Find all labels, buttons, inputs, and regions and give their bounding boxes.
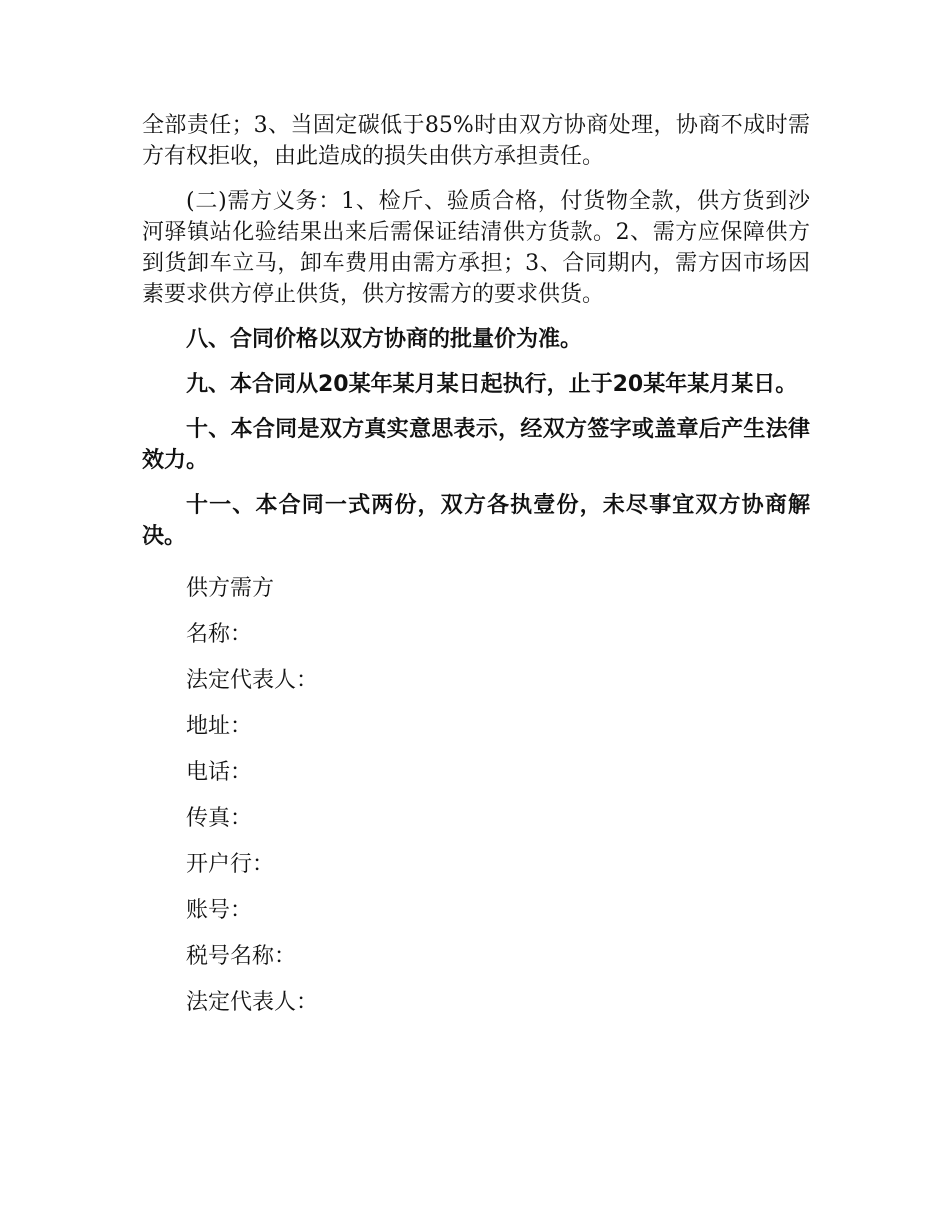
signature-address-field: 地址： — [186, 714, 253, 739]
signature-legal-rep-2-field: 法定代表人： — [186, 990, 319, 1015]
paragraph-supplier-liability: 全部责任；3、当固定碳低于85%时由双方协商处理，协商不成时需方有权拒收，由此造成的损失由供方承担责任。 — [142, 113, 810, 169]
signature-fax-field: 传真： — [186, 806, 253, 831]
signature-block — [142, 566, 810, 1026]
signature-account-field: 账号： — [186, 898, 253, 923]
clause-ten-validity: 十、本合同是双方真实意思表示，经双方签字或盖章后产生法律效力。 — [142, 417, 810, 473]
document-body — [142, 110, 810, 1026]
signature-phone-field: 电话： — [186, 760, 253, 785]
paragraph-buyer-obligations: (二)需方义务：1、检斤、验质合格，付货物全款，供方货到沙河驿镇站化验结果出来后需保证结清供方货款。2、需方应保障供方到货卸车立马，卸车费用由需方承担；3、合同期内，需方因市场因素要求供方停止供货，供方按需方的要求供货。 — [142, 189, 810, 307]
clause-eight-price: 八、合同价格以双方协商的批量价为准。 — [186, 327, 583, 352]
signature-tax-name-field: 税号名称： — [186, 944, 297, 969]
clause-eleven-copies: 十一、本合同一式两份，双方各执壹份，未尽事宜双方协商解决。 — [142, 493, 810, 549]
clause-nine-term: 九、本合同从20某年某月某日起执行，止于20某年某月某日。 — [186, 372, 798, 397]
signature-name-field: 名称： — [186, 622, 253, 647]
signature-parties: 供方需方 — [186, 576, 275, 601]
signature-bank-field: 开户行： — [186, 852, 275, 877]
signature-legal-rep-field: 法定代表人： — [186, 668, 319, 693]
